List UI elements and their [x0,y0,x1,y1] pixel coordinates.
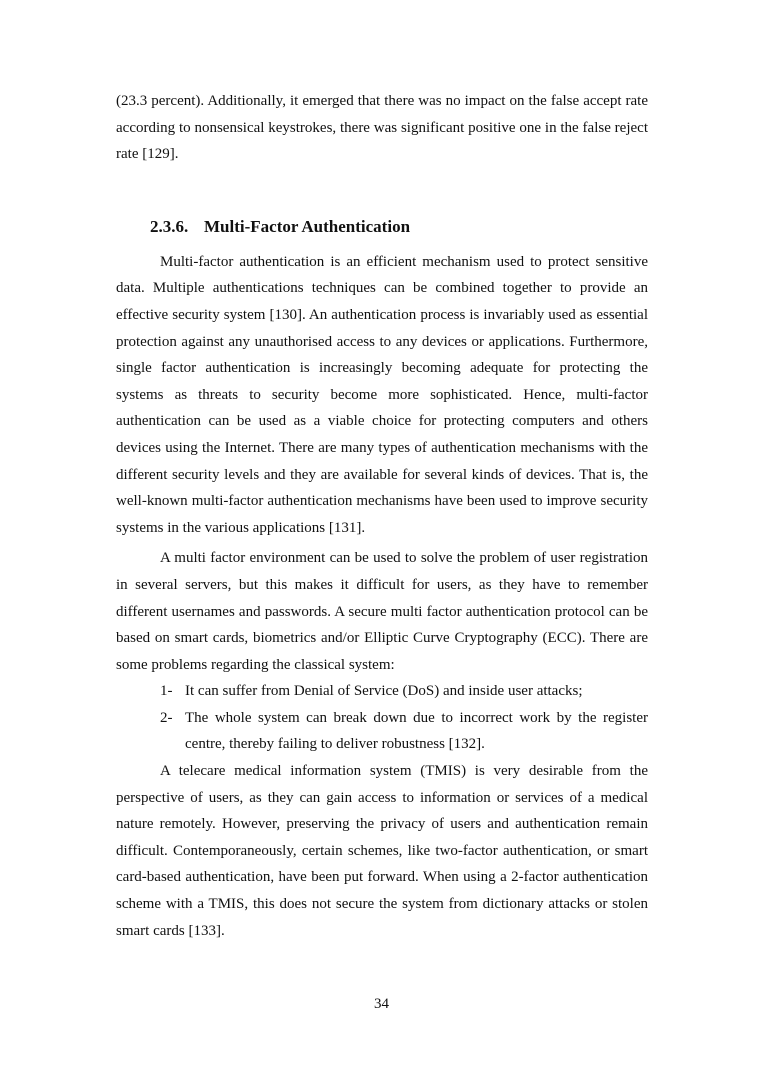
list-item-text: The whole system can break down due to incorrect work by the register centre, thereby failing to deliver robustness [132]. [185,709,648,753]
page-number: 34 [374,996,389,1012]
intro-paragraph: (23.3 percent). Additionally, it emerged that there was no impact on the false accept rate according to nonsensical keystrokes, there was significant positive one in the false reject rate [129]. [116,93,648,163]
section-title: Multi-Factor Authentication [204,216,411,236]
page-body [116,88,648,944]
paragraph-multi-factor-definition: Multi-factor authentication is an efficient mechanism used to protect sensitive data. Multiple authentications techniques can be combined together to provide an effective security system [130]. An authentication process is invariably used as essential protection against any unauthorised access to any devices or applications. Furthermore, single factor authentication is increasingly becoming adequate for protecting the systems as threats to security become more sophisticated. Hence, multi-factor authentication can be used as a viable choice for protecting computers and others devices using the Internet. There are many types of authentication mechanisms with the different security levels and they are available for several kinds of devices. That is, the well-known multi-factor authentication mechanisms have been used to improve security systems in the various applications [131]. [116,253,648,536]
paragraph-tmis: A telecare medical information system (TMIS) is very desirable from the perspective of users, as they can gain access to information or services of a medical nature remotely. However, preserving the privacy of users and authentication remain difficult. Contemporaneously, certain schemes, like two-factor authentication, or smart card-based authentication, have been put forward. When using a 2-factor authentication scheme with a TMIS, this does not secure the system from dictionary attacks or stolen smart cards [133]. [116,763,648,939]
section-number: 2.3.6. [150,216,189,236]
section-heading [150,214,648,240]
list-marker: 1- [160,683,173,700]
problems-list [116,678,648,758]
list-item [116,678,648,705]
paragraph-multi-factor-environment: A multi factor environment can be used to solve the problem of user registration in several servers, but this makes it difficult for users, as they have to remember different usernames and passwords. A secure multi factor authentication protocol can be based on smart cards, biometrics and/or Elliptic Curve Cryptography (ECC). There are some problems regarding the classical system: [116,550,648,673]
list-item [116,705,648,758]
list-marker: 2- [160,709,173,726]
list-item-text: It can suffer from Denial of Service (DoS) and inside user attacks; [185,683,583,700]
